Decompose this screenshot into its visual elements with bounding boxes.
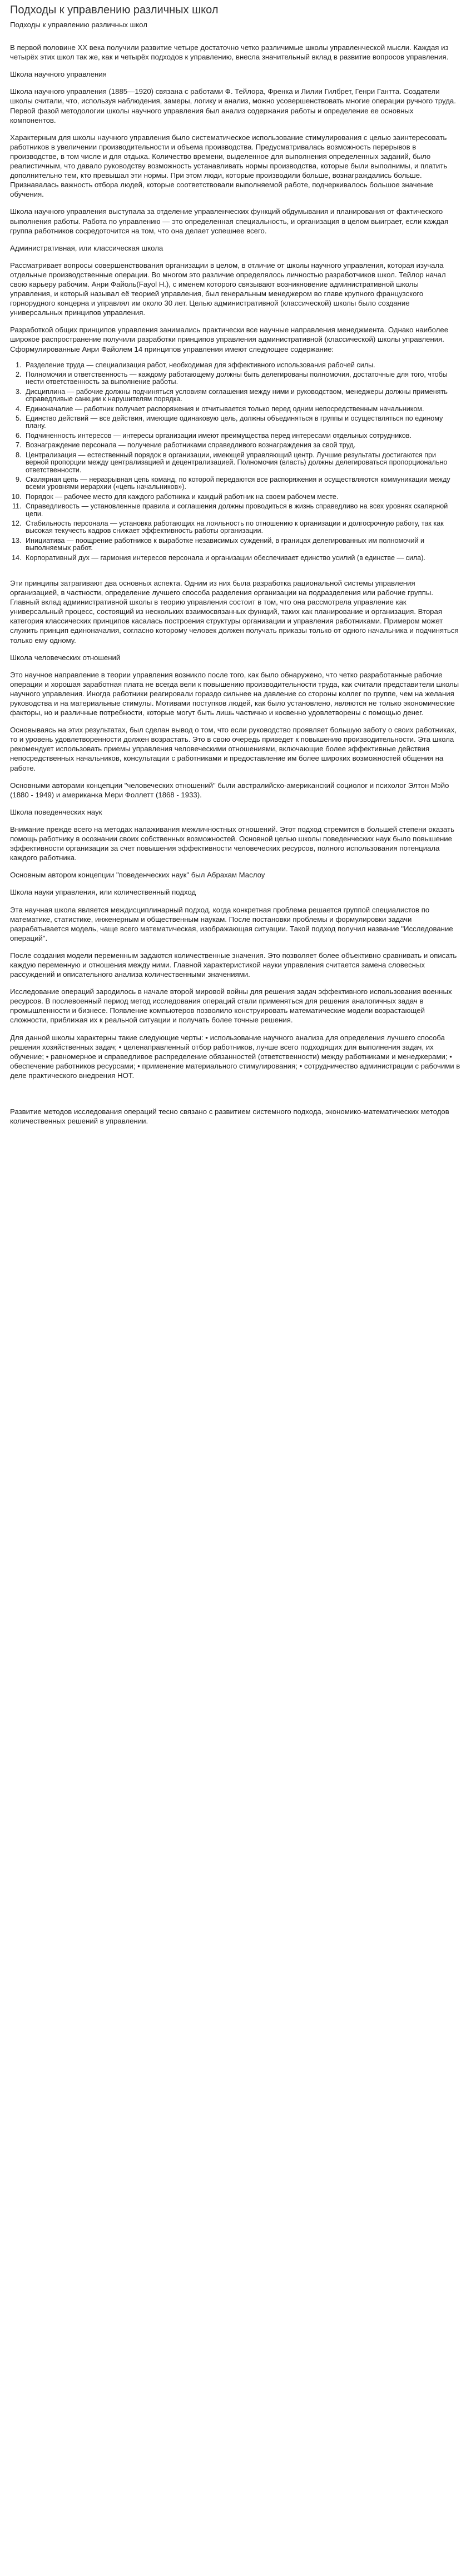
- principles-list: [10, 362, 461, 562]
- list-item: 13. Инициатива — поощрение работников к выработке независимых суждений, в границах делегированных им полномочий и выполняемых работ.: [23, 537, 461, 552]
- intro-section: [10, 43, 461, 62]
- list-item: 11. Справедливость — установленные правила и соглашения должны проводиться в жизнь справедливо на всех уровнях скалярной цепи.: [23, 503, 461, 518]
- paragraph: Основываясь на этих результатах, был сделан вывод о том, что если руководство проявляет большую заботу о своих работниках, то и уровень удовлетворенности должен возрастать. Это в свою очередь приведет к повышению производительности. Эта школа рекомендует использовать приемы управления человеческими отношениями, включающие более эффективные действия непосредственных начальников, консультации с работниками и предоставление им более широких возможностей общения на работе.: [10, 726, 457, 772]
- list-item: 1. Разделение труда — специализация работ, необходимая для эффективного использования рабочей силы.: [23, 362, 461, 369]
- paragraph: Разработкой общих принципов управления занимались практически все научные направления менеджмента. Однако наиболее широкое распространение получили разработки принципов управления административной (классической) школы управления. Сформулированные Анри Файолем 14 принципов управления имеют следующее содержание:: [10, 326, 449, 353]
- list-item: 7. Вознаграждение персонала — получение работниками справедливого вознаграждения за свой труд.: [23, 442, 461, 449]
- paragraph: Школа научного управления выступала за отделение управленческих функций обдумывания и планирования от фактического выполнения работы. Работа по управлению — это определенная специальность, и организация в целом выиграет, если каждая группа работников сосредоточится на том, что она делает успешнее всего.: [10, 207, 449, 235]
- list-item: 9. Скалярная цепь — неразрывная цепь команд, по которой передаются все распоряжения и осуществляются коммуникации между всеми уровнями иерархии («цепь начальников»).: [23, 476, 461, 491]
- article: [0, 0, 471, 1145]
- paragraph: Для данной школы характерны такие следующие черты: • использование научного анализа для определения лучшего способа решения хозяйственных задач; • целенаправленный отбор работников, лучше всего подходящих для выполнения задач, их обучение; • равномерное и справедливое распределение обязанностей (ответственности) между работниками и менеджерами; • обеспечение работников ресурсами; • применение материального стимулирования; • сотрудничество администрации с рабочими в деле практического внедрения НОТ.: [10, 1033, 460, 1080]
- behavioral-sciences-section: [10, 807, 461, 880]
- spacer: [10, 1088, 461, 1097]
- paragraph: Рассматривает вопросы совершенствования организации в целом, в отличие от школы научного управления, которая изучала отдельные производственные операции. Во многом это различие определялось личностью разработчиков школ. Тейлор начал свою карьеру рабочим. Анри Файоль(Fayol H.), с именем которого связывают возникновение административной школы управления, и который называл её теорией управления, был генеральным менеджером во главе крупного французского горнорудного концерна и управлял им около 30 лет. Целью административной (классической) школы было создание универсальных принципов управления.: [10, 261, 446, 317]
- paragraph: Основным автором концепции "поведенческих наук" был Абрахам Маслоу: [10, 871, 265, 880]
- spacer: [10, 570, 461, 578]
- list-item: 5. Единство действий — все действия, имеющие одинаковую цель, должны объединяться в группы и осуществляться по единому плану.: [23, 415, 461, 430]
- paragraph: Это научное направление в теории управления возникло после того, как было обнаружено, что четко разработанные рабочие операции и хорошая заработная плата не всегда вели к повышению производительности труда, как считали представители школы научного управления. Иногда работники реагировали гораздо сильнее на давление со стороны коллег по группе, чем на желания руководства и на материальные стимулы. Мотивами поступков людей, как было установлено, являются не только экономические факторы, но и различные потребности, которые могут быть лишь частично и косвенно удовлетворены с помощью денег.: [10, 670, 459, 717]
- section-heading: Школа поведенческих наук: [10, 807, 102, 816]
- paragraph: Школа научного управления (1885—1920) связана с работами Ф. Тейлора, Френка и Лилии Гилбрет, Генри Гантта. Создатели школы считали, что, используя наблюдения, замеры, логику и анализ, можно усовершенствовать многие операции ручного труда. Первой фазой методологии школы научного управления был анализ содержания работы и определение ее основных компонентов.: [10, 87, 456, 124]
- classical-school-section: [10, 243, 461, 645]
- scientific-management-section: [10, 69, 461, 235]
- list-item: 4. Единоначалие — работник получает распоряжения и отчитывается только перед одним непосредственным начальником.: [23, 406, 461, 413]
- paragraph: Внимание прежде всего на методах налаживания межличностных отношений. Этот подход стремится в большей степени оказать помощь работнику в осознании своих собственных возможностей. Основной целью школы поведенческих наук было повышение эффективности организации за счет повышения эффективности человеческих ресурсов, полного использования потенциала каждого работника.: [10, 825, 454, 862]
- section-heading: Школа науки управления, или количественный подход: [10, 888, 196, 897]
- human-relations-section: [10, 653, 461, 800]
- paragraph: Эта научная школа является междисциплинарный подход, когда конкретная проблема решается группой специалистов по математике, статистике, инженерным и общественным наукам. После постановки проблемы и формулировки задачи разрабатывается модель, чаще всего математическая, изображающая ситуации. Такой подход получил название "Исследование операций".: [10, 905, 453, 942]
- section-heading: Школа человеческих отношений: [10, 653, 121, 662]
- spacer: [10, 1097, 461, 1107]
- list-item: 14. Корпоративный дух — гармония интересов персонала и организации обеспечивает единство усилий (в единстве — сила).: [23, 555, 461, 562]
- section-heading: Школа научного управления: [10, 70, 107, 79]
- list-item: 12. Стабильность персонала — установка работающих на лояльность по отношению к организации и долгосрочную работу, так как высокая текучесть кадров снижает эффективность работы организации.: [23, 520, 461, 535]
- page-subtitle: Подходы к управлению различных школ: [10, 21, 147, 29]
- section-heading: Административная, или классическая школа: [10, 243, 163, 252]
- list-item: 3. Дисциплина — рабочие должны подчиняться условиям соглашения между ними и руководством, менеджеры должны применять справедливые санкции к нарушителям порядка.: [23, 388, 461, 403]
- list-item: 8. Централизация — естественный порядок в организации, имеющей управляющий центр. Лучшие результаты достигаются при верной пропорции между централизацией и децентрализацией. Полномочия (власть) должны делегироваться пропорционально ответственности.: [23, 452, 461, 474]
- quantitative-approach-section: [10, 887, 461, 1126]
- paragraph: После создания модели переменным задаются количественные значения. Это позволяет более объективно сравнивать и описать каждую переменную и отношения между ними. Главной характеристикой науки управления считается замена словесных рассуждений и описательного анализа количественными значениями.: [10, 951, 457, 979]
- paragraph: Эти принципы затрагивают два основных аспекта. Одним из них была разработка рациональной системы управления организацией, в частности, определение лучшего способа разделения организации на подразделения или рабочие группы. Главный вклад административной школы в теорию управления состоит в том, что она рассмотрела управление как универсальный процесс, состоящий из нескольких взаимосвязанных функций, таких как планирование и организация. Вторая категория классических принципов касалась построения структуры организации и управления работниками. Примером может служить принцип единоначалия, согласно которому человек должен получать приказы только от одного начальника и подчиняться только ему одному.: [10, 578, 459, 645]
- paragraph: Исследование операций зародилось в начале второй мировой войны для решения задач эффективного использования военных ресурсов. В послевоенный период метод исследования операций стали применяться для решения аналогичных задач в промышленности и бизнесе. Появление компьютеров позволило конструировать математические модели возрастающей сложности, приближая их к реальной ситуации и получать более точные решения.: [10, 987, 452, 1025]
- paragraph: Характерным для школы научного управления было систематическое использование стимулирования с целью заинтересовать работников в увеличении производительности и объема производства. Предусматривалась возможность перерывов в производстве, в том числе и для отдыха. Количество времени, выделенное для выполнения определенных заданий, было реалистичным, что давало руководству возможность устанавливать нормы производства, которые были выполнимы, и платить дополнительно тем, кто превышал эти нормы. При этом люди, которые производили больше, вознаграждались больше. Признавалась важность отбора людей, которые соответствовали выполняемой работе, подчеркивалось большое значение обучения.: [10, 133, 448, 199]
- intro-paragraph: В первой половине XX века получили развитие четыре достаточно четко различимые школы управленческой мысли. Каждая из четырёх этих школ так же, как и четырёх подходов к управлению, внесла значительный вклад в развитие вопросов управления.: [10, 43, 449, 62]
- list-item: 2. Полномочия и ответственность — каждому работающему должны быть делегированы полномочия, достаточные для того, чтобы нести ответственность за выполнение работы.: [23, 371, 461, 386]
- list-item: 6. Подчиненность интересов — интересы организации имеют преимущества перед интересами отдельных сотрудников.: [23, 432, 461, 440]
- paragraph: Основными авторами концепции "человеческих отношений" были австралийско-американский социолог и психолог Элтон Мэйо (1880 - 1949) и американка Мери Фоллетт (1868 - 1933).: [10, 781, 449, 799]
- paragraph: Развитие методов исследования операций тесно связано с развитием системного подхода, экономико-математических методов количественных решений в управлении.: [10, 1107, 449, 1126]
- list-item: 10. Порядок — рабочее место для каждого работника и каждый работник на своем рабочем месте.: [23, 493, 461, 501]
- page-title: Подходы к управлению различных школ: [10, 4, 219, 16]
